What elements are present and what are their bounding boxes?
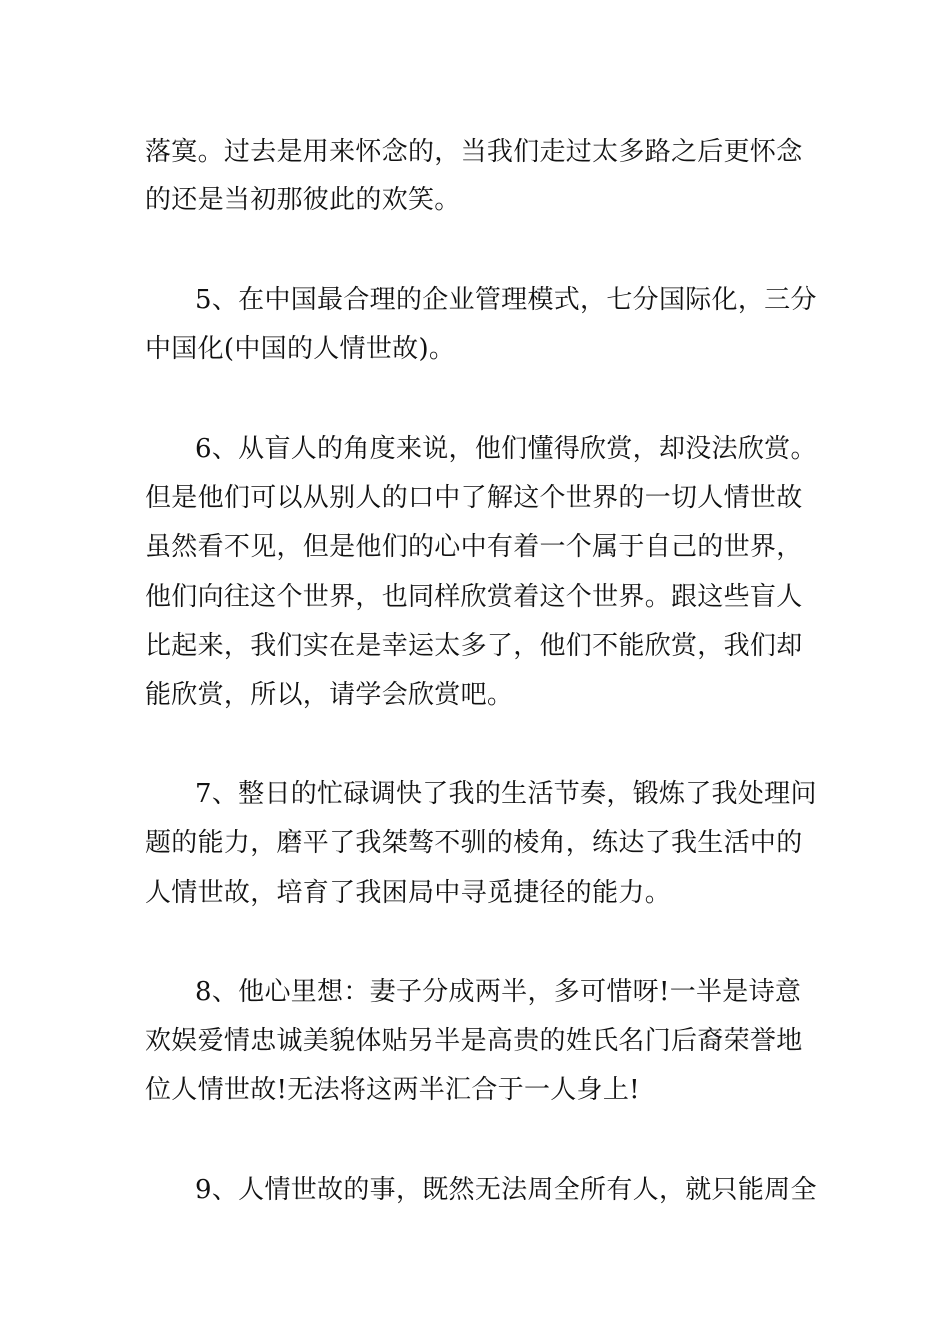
paragraph-6-line-1: 6、从盲人的角度来说，他们懂得欣赏，却没法欣赏。 xyxy=(195,434,817,464)
paragraph-6-line-5: 比起来，我们实在是幸运太多了，他们不能欣赏，我们却 xyxy=(145,631,803,661)
paragraph-5-line-1: 5、在中国最合理的企业管理模式，七分国际化，三分 xyxy=(195,285,817,315)
paragraph-7-line-3: 人情世故，培育了我困局中寻觅捷径的能力。 xyxy=(145,878,672,908)
paragraph-9-line-1: 9、人情世故的事，既然无法周全所有人，就只能周全 xyxy=(195,1175,817,1205)
paragraph-7-line-2: 题的能力，磨平了我桀骜不驯的棱角，练达了我生活中的 xyxy=(145,828,803,858)
paragraph-8-line-2: 欢娱爱情忠诚美貌体贴另半是高贵的姓氏名门后裔荣誉地 xyxy=(145,1026,803,1056)
paragraph-6-line-3: 虽然看不见，但是他们的心中有着一个属于自己的世界， xyxy=(145,532,803,562)
paragraph-1-line-1: 落寞。过去是用来怀念的，当我们走过太多路之后更怀念 xyxy=(145,137,803,167)
paragraph-6-line-2: 但是他们可以从别人的口中了解这个世界的一切人情世故 xyxy=(145,483,803,513)
paragraph-8-line-3: 位人情世故!无法将这两半汇合于一人身上! xyxy=(145,1075,640,1105)
paragraph-7-line-1: 7、整日的忙碌调快了我的生活节奏，锻炼了我处理问 xyxy=(195,779,817,809)
paragraph-5-line-2: 中国化(中国的人情世故)。 xyxy=(145,334,456,364)
paragraph-6-line-6: 能欣赏，所以，请学会欣赏吧。 xyxy=(145,680,514,710)
paragraph-1-line-2: 的还是当初那彼此的欢笑。 xyxy=(145,185,461,215)
paragraph-8-line-1: 8、他心里想：妻子分成两半，多可惜呀!一半是诗意 xyxy=(195,977,802,1007)
paragraph-6-line-4: 他们向往这个世界，也同样欣赏着这个世界。跟这些盲人 xyxy=(145,582,803,612)
